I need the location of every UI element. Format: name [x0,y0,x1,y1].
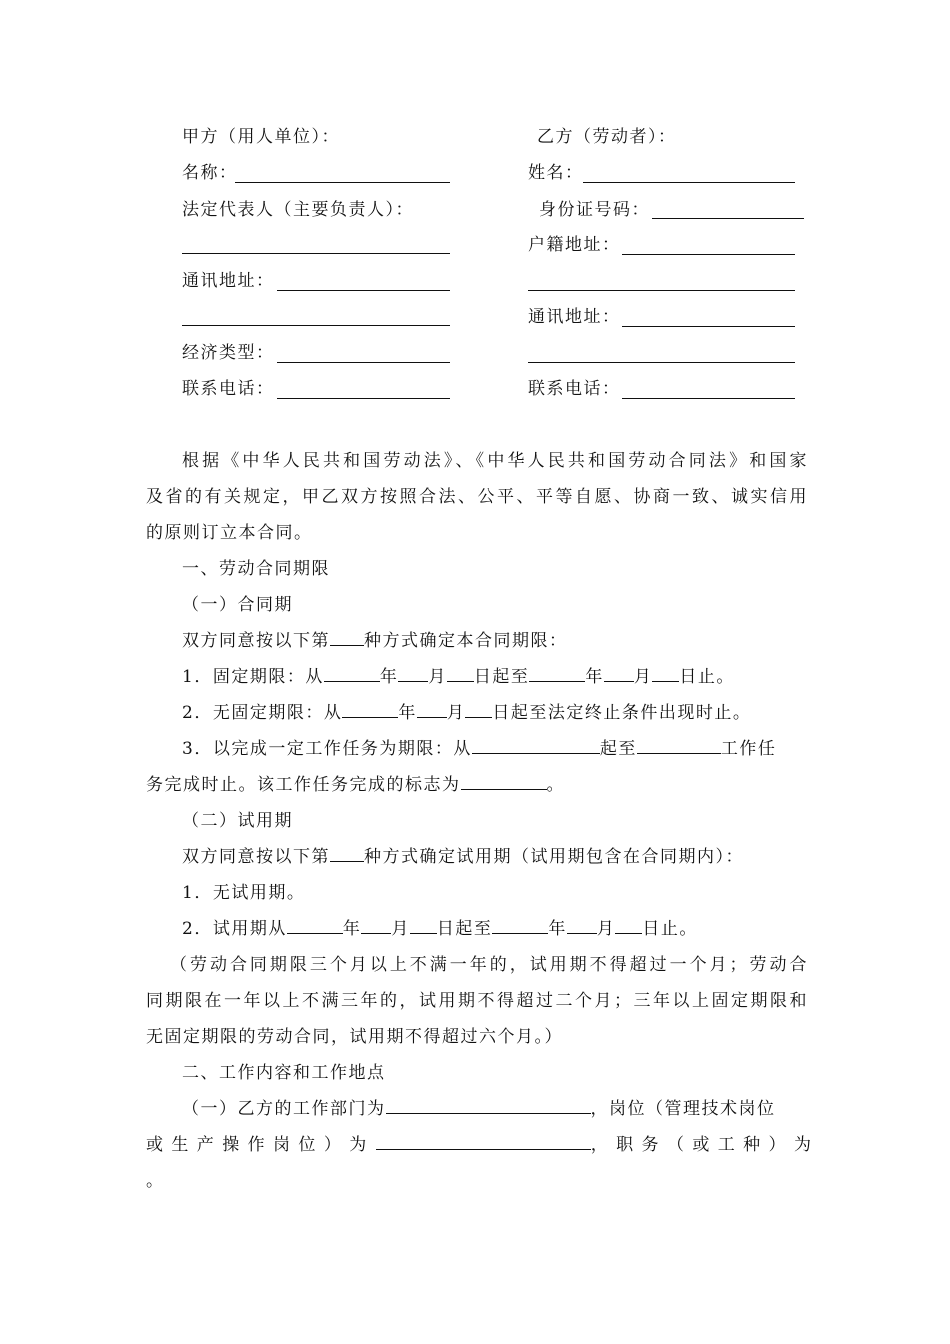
open-start-year-blank[interactable] [342,699,398,718]
trial-choice-line: 双方同意按以下第 种方式确定试用期（试用期包含在合同期内）： [146,839,808,875]
party-b-address-field[interactable] [622,326,795,327]
work-post-line: 或 生 产 操 作 岗 位 ） 为 ， 职 务 （ 或 工 种 ） 为 [146,1127,808,1163]
term-open-line: 2．无固定期限：从 年 月 日起至法定终止条件出现时止。 [146,695,808,731]
section-2-title: 二、工作内容和工作地点 [182,1063,386,1083]
contract-body [146,443,813,1199]
fixed-start-month-blank[interactable] [398,663,428,682]
party-a-econ-type-label: 经济类型： [182,343,275,363]
fixed-start-day-blank[interactable] [447,663,474,682]
trial-start-month-blank[interactable] [361,915,391,934]
preamble-line-1: 根据《中华人民共和国劳动法》、《中华人民共和国劳动合同法》和国家 [182,451,808,471]
fixed-end-month-blank[interactable] [604,663,634,682]
trial-period-line: 2．试用期从 年 月 日起至 年 月 日止。 [146,911,808,947]
party-b-household-label: 户籍地址： [528,235,621,255]
preamble-line-2: 及省的有关规定，甲乙双方按照合法、公平、平等自愿、协商一致、诚实信用 [146,487,808,507]
fixed-end-day-blank[interactable] [652,663,679,682]
party-b-phone-label: 联系电话： [528,379,621,399]
work-post-line-end: 。 [146,1171,165,1191]
fixed-start-year-blank[interactable] [324,663,380,682]
party-b-name-label: 姓名： [528,163,584,183]
trial-none-line: 1．无试用期。 [182,883,306,903]
party-b-id-field[interactable] [652,218,804,219]
task-end-blank[interactable] [637,735,721,754]
term-choice-line: 双方同意按以下第 种方式确定本合同期限： [146,623,808,659]
term-fixed-line: 1．固定期限：从 年 月 日起至 年 月 日止。 [146,659,808,695]
work-dept-blank[interactable] [386,1095,591,1114]
party-a-econ-type-field[interactable] [277,362,450,363]
task-start-blank[interactable] [472,735,600,754]
trial-end-month-blank[interactable] [567,915,597,934]
section-1-sub2-title: （二）试用期 [182,811,293,831]
party-a-address-field-2[interactable] [182,325,450,326]
preamble-line-3: 的原则订立本合同。 [146,523,313,543]
party-a-name-label: 名称： [182,163,238,183]
task-completion-mark-blank[interactable] [461,771,547,790]
party-b-name-field[interactable] [583,182,795,183]
trial-start-day-blank[interactable] [410,915,437,934]
section-1-sub1-title: （一）合同期 [182,595,293,615]
party-a-address-label: 通讯地址： [182,271,275,291]
party-b-address-field-2[interactable] [528,362,795,363]
party-b-household-field-2[interactable] [528,290,795,291]
open-start-month-blank[interactable] [417,699,447,718]
party-a-name-field[interactable] [235,182,450,183]
party-a-address-field[interactable] [277,290,450,291]
party-b-household-field[interactable] [622,254,795,255]
party-a-heading: 甲方（用人单位）： [182,127,340,147]
trial-start-year-blank[interactable] [287,915,343,934]
section-1-title: 一、劳动合同期限 [182,559,330,579]
trial-end-year-blank[interactable] [492,915,548,934]
party-a-phone-label: 联系电话： [182,379,275,399]
party-b-phone-field[interactable] [622,398,795,399]
term-choice-blank[interactable] [330,627,364,646]
fixed-end-year-blank[interactable] [529,663,585,682]
party-a-phone-field[interactable] [277,398,450,399]
term-task-line-2: 务完成时止。该工作任务完成的标志为 。 [146,767,808,803]
trial-end-day-blank[interactable] [615,915,642,934]
party-b-address-label: 通讯地址： [528,307,621,327]
trial-note-line-3: 无固定期限的劳动合同，试用期不得超过六个月。） [146,1027,563,1047]
open-start-day-blank[interactable] [465,699,492,718]
party-a-legal-rep-label: 法定代表人（主要负责人）： [182,200,414,220]
trial-note-line-1: （劳动合同期限三个月以上不满一年的，试用期不得超过一个月；劳动合 [170,955,808,975]
trial-choice-blank[interactable] [330,843,364,862]
term-task-line: 3．以完成一定工作任务为期限：从 起至 工作任 [146,731,808,767]
party-b-id-label: 身份证号码： [539,200,650,220]
work-dept-line: （一）乙方的工作部门为 ，岗位（管理技术岗位 [146,1091,808,1127]
party-b-heading: 乙方（劳动者）： [537,127,677,147]
work-post-blank[interactable] [376,1131,591,1150]
party-a-legal-rep-field[interactable] [182,253,450,254]
trial-note-line-2: 同期限在一年以上不满三年的，试用期不得超过二个月；三年以上固定期限和 [146,991,808,1011]
